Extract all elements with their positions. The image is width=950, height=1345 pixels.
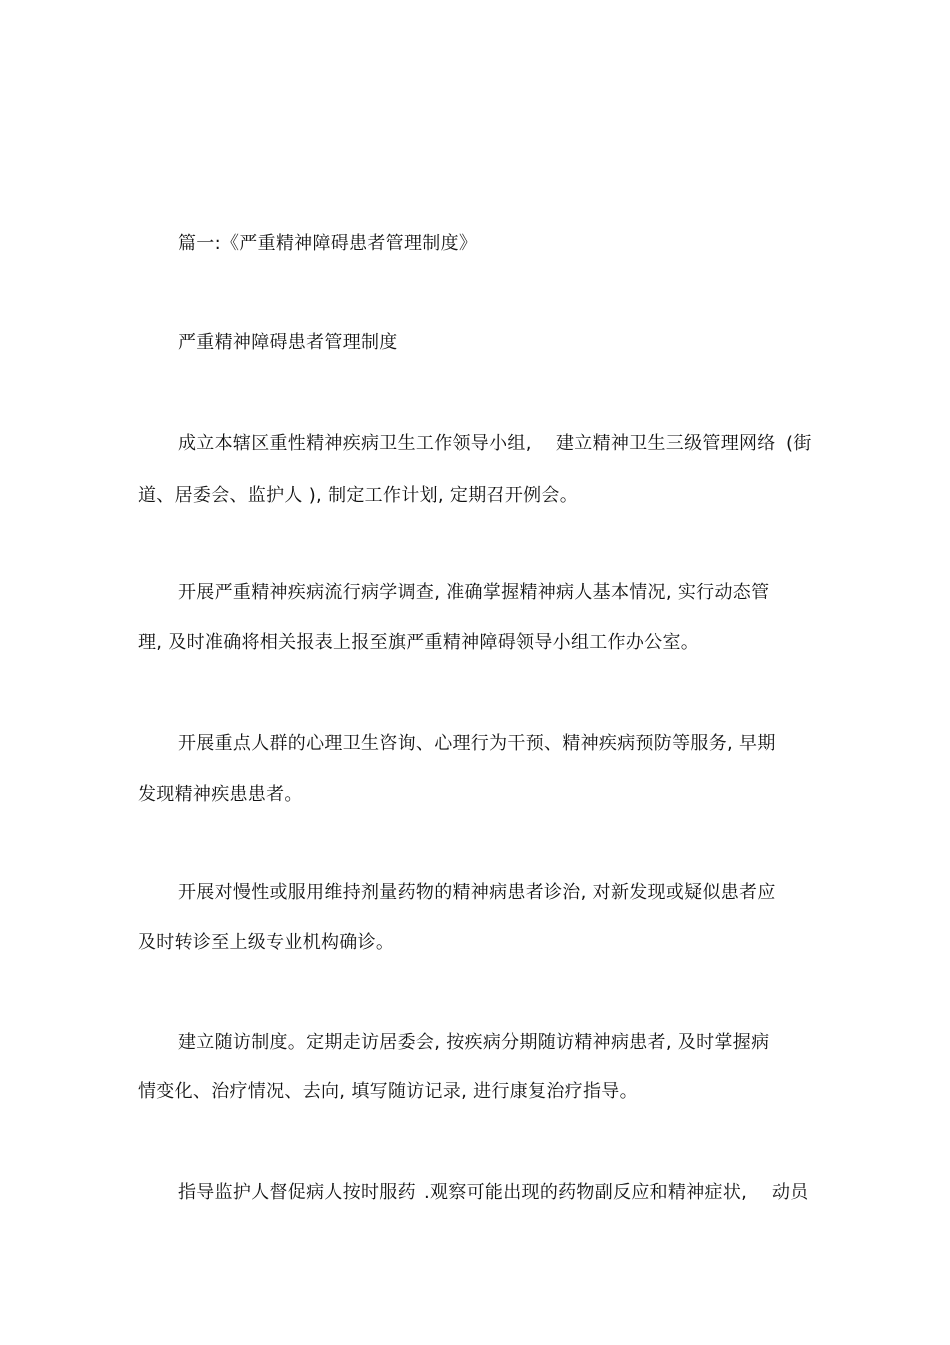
paragraph-4-line-2: 及时转诊至上级专业机构确诊。 (138, 932, 395, 953)
paragraph-1-line-2: 道、居委会、监护人 ), 制定工作计划, 定期召开例会。 (138, 485, 579, 506)
document-title: 严重精神障碍患者管理制度 (178, 332, 398, 353)
paragraph-1-line-1-part-1: 成立本辖区重性精神疾病卫生工作领导小组, (178, 433, 532, 454)
paragraph-1-line-1-part-2: 建立精神卫生三级管理网络 (556, 433, 776, 454)
paragraph-1-line-1-part-3: (街 (786, 433, 812, 454)
paragraph-3-line-1: 开展重点人群的心理卫生咨询、心理行为干预、精神疾病预防等服务, 早期 (178, 733, 776, 754)
paragraph-1-line-1 (178, 432, 838, 456)
paragraph-6-line-1-part-2: .观察可能出现的药物副反应和精神症状, (424, 1182, 748, 1203)
paragraph-4-line-1: 开展对慢性或服用维持剂量药物的精神病患者诊治, 对新发现或疑似患者应 (178, 882, 776, 903)
paragraph-3-line-2: 发现精神疾患患者。 (138, 784, 303, 805)
section-heading: 篇一:《严重精神障碍患者管理制度》 (178, 233, 478, 254)
paragraph-6-line-1-part-3: 动员 (772, 1182, 809, 1203)
paragraph-5-line-2: 情变化、治疗情况、去向, 填写随访记录, 进行康复治疗指导。 (138, 1081, 638, 1102)
paragraph-6-line-1-part-1: 指导监护人督促病人按时服药 (178, 1182, 416, 1203)
paragraph-2-line-2: 理, 及时准确将相关报表上报至旗严重精神障碍领导小组工作办公室。 (138, 632, 700, 653)
paragraph-5-line-1: 建立随访制度。定期走访居委会, 按疾病分期随访精神病患者, 及时掌握病 (178, 1032, 770, 1053)
paragraph-2-line-1: 开展严重精神疾病流行病学调查, 准确掌握精神病人基本情况, 实行动态管 (178, 582, 770, 603)
paragraph-6-line-1 (178, 1181, 818, 1205)
